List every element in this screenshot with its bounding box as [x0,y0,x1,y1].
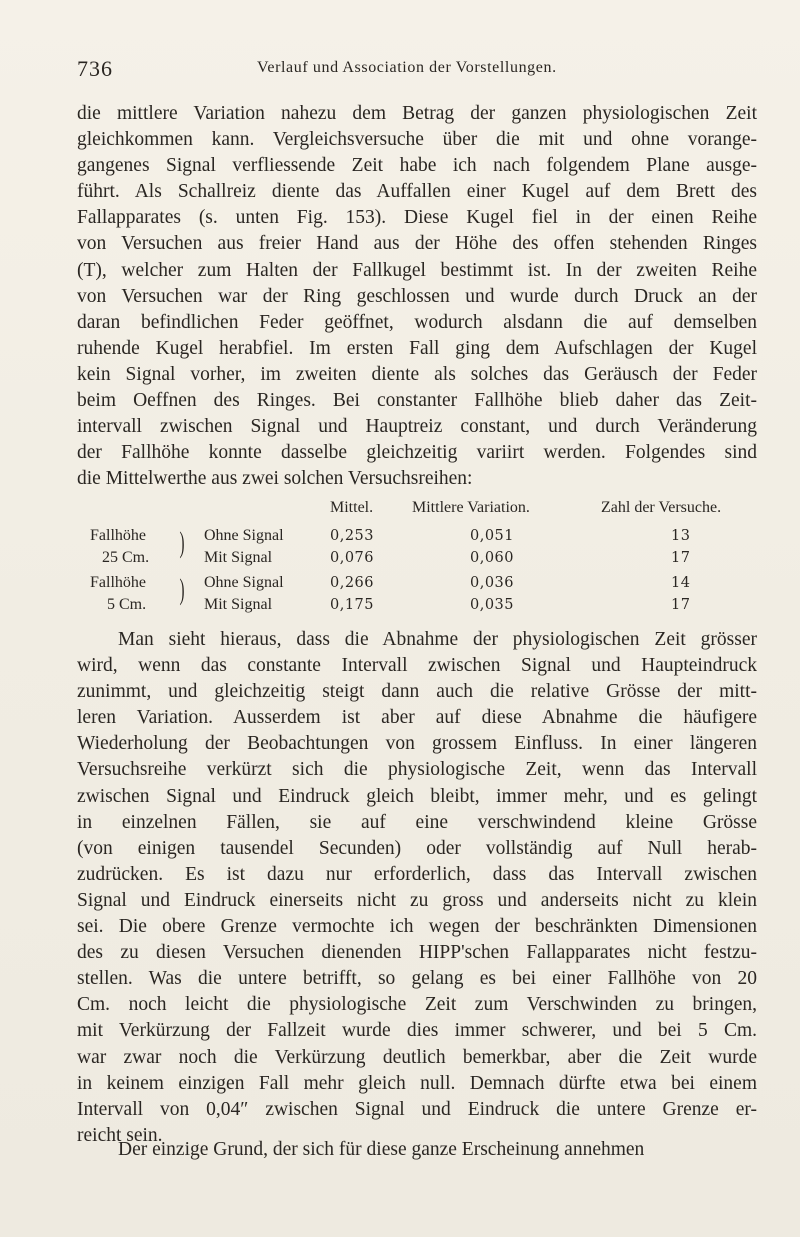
text-line: die mittlere Variation nahezu dem Betrag der ganzen physiologischen Zeit [77,103,757,124]
row-mittel: 0,076 [330,550,375,566]
header-zahl: Zahl der Versuche. [601,499,722,516]
text-line: in keinem einzigen Fall mehr gleich null. Demnach dürfte etwa bei einem [77,1072,757,1094]
row-variation: 0,035 [470,597,515,613]
row-condition: Ohne Signal [204,574,284,591]
text-line: Der einzige Grund, der sich für diese ganze Erscheinung annehmen [118,1139,645,1160]
text-line: Signal und Eindruck einerseits nicht zu gross und anderseits nicht zu klein [77,889,757,911]
text-line: von Versuchen war der Ring geschlossen und wurde durch Druck an der [77,285,757,307]
text-line: (T), welcher zum Halten der Fallkugel bestimmt ist. In der zweiten Reihe [77,259,757,281]
text-line: gleichkommen kann. Vergleichsversuche über die mit und ohne vorange- [77,129,757,151]
results-table [77,495,760,620]
header-mittel: Mittel. [330,499,374,516]
page-header [77,56,756,86]
paragraph-3 [77,1137,757,1163]
text-line: Versuchsreihe verkürzt sich die physiologische Zeit, wenn das Intervall [77,759,757,781]
text-line: ruhende Kugel herabfiel. Im ersten Fall ging dem Aufschlagen der Kugel [77,337,757,359]
brace: ) [179,526,185,559]
row-mittel: 0,175 [330,597,375,613]
group-label-bottom: 5 Cm. [107,596,147,613]
text-line: die Mittelwerthe aus zwei solchen Versuchsreihen: [77,468,473,490]
text-line: zunimmt, und gleichzeitig steigt dann auch die relative Grösse der mitt- [77,681,757,703]
text-line: sei. Die obere Grenze vermochte ich wegen der beschränkten Dimensionen [77,916,757,938]
text-line: (von einigen tausendel Secunden) oder vollständig auf Null herab- [77,837,757,859]
row-variation: 0,051 [470,528,515,544]
row-zahl: 13 [671,528,691,544]
text-line: gangenes Signal verfliessende Zeit habe ich nach folgendem Plane ausge- [77,155,757,177]
row-variation: 0,036 [470,575,515,591]
text-line: Wiederholung der Beobachtungen von grossem Einfluss. In einer längeren [77,733,757,755]
text-line: Man sieht hieraus, dass die Abnahme der physiologischen Zeit grösser [118,629,757,650]
row-condition: Ohne Signal [204,527,284,544]
text-line: in einzelnen Fällen, sie auf eine verschwindend kleine Grösse [77,811,757,833]
header-variation: Mittlere Variation. [412,499,530,516]
text-line: wird, wenn das constante Intervall zwischen Signal und Haupteindruck [77,655,757,677]
text-line: war zwar noch die Verkürzung deutlich bemerkbar, aber die Zeit wurde [77,1046,757,1068]
text-line: Intervall von 0,04″ zwischen Signal und Eindruck die untere Grenze er- [77,1098,757,1120]
row-variation: 0,060 [470,550,515,566]
text-line: reicht sein. [77,1124,163,1146]
brace: ) [179,573,185,606]
text-line: des zu diesen Versuchen dienenden HIPP'schen Fallapparates nicht festzu- [77,942,757,964]
group-label-bottom: 25 Cm. [102,549,150,566]
row-zahl: 17 [671,597,691,613]
group-label-top: Fallhöhe [90,574,146,591]
text-line: von Versuchen aus freier Hand aus der Höhe des offen stehenden Ringes [77,233,757,255]
row-condition: Mit Signal [204,549,273,566]
row-condition: Mit Signal [204,596,273,613]
text-line: mit Verkürzung der Fallzeit wurde dies immer schwerer, und bei 5 Cm. [77,1020,757,1042]
text-line: der Fallhöhe konnte dasselbe gleichzeitig variirt werden. Folgendes sind [77,442,757,464]
text-line: stellen. Was die untere betrifft, so gelang es bei einer Fallhöhe von 20 [77,968,757,990]
text-line: intervall zwischen Signal und Hauptreiz constant, und durch Veränderung [77,416,757,438]
text-line: führt. Als Schallreiz diente das Auffallen einer Kugel auf dem Brett des [77,181,757,203]
group-label-top: Fallhöhe [90,527,146,544]
text-line: zwischen Signal und Eindruck gleich bleibt, immer mehr, und es gelingt [77,785,757,807]
text-line: Cm. noch leicht die physiologische Zeit zum Verschwinden zu bringen, [77,994,757,1016]
row-mittel: 0,266 [330,575,375,591]
text-line: leren Variation. Ausserdem ist aber auf diese Abnahme die häufigere [77,707,757,729]
page-number: 736 [77,56,113,81]
text-line: zudrücken. Es ist dazu nur erforderlich, dass das Intervall zwischen [77,863,757,885]
paragraph-1 [77,101,757,492]
running-head: Verlauf und Association der Vorstellungen. [257,59,557,76]
text-line: beim Oeffnen des Ringes. Bei constanter Fallhöhe blieb daher das Zeit- [77,390,757,412]
row-zahl: 14 [671,575,691,591]
text-line: daran befindlichen Feder geöffnet, wodurch alsdann die auf demselben [77,311,757,333]
text-line: Fallapparates (s. unten Fig. 153). Diese Kugel fiel in der einen Reihe [77,207,757,229]
row-mittel: 0,253 [330,528,375,544]
row-zahl: 17 [671,550,691,566]
text-line: kein Signal vorher, im zweiten diente als solches das Geräusch der Feder [77,363,757,385]
paragraph-2 [77,627,757,1149]
